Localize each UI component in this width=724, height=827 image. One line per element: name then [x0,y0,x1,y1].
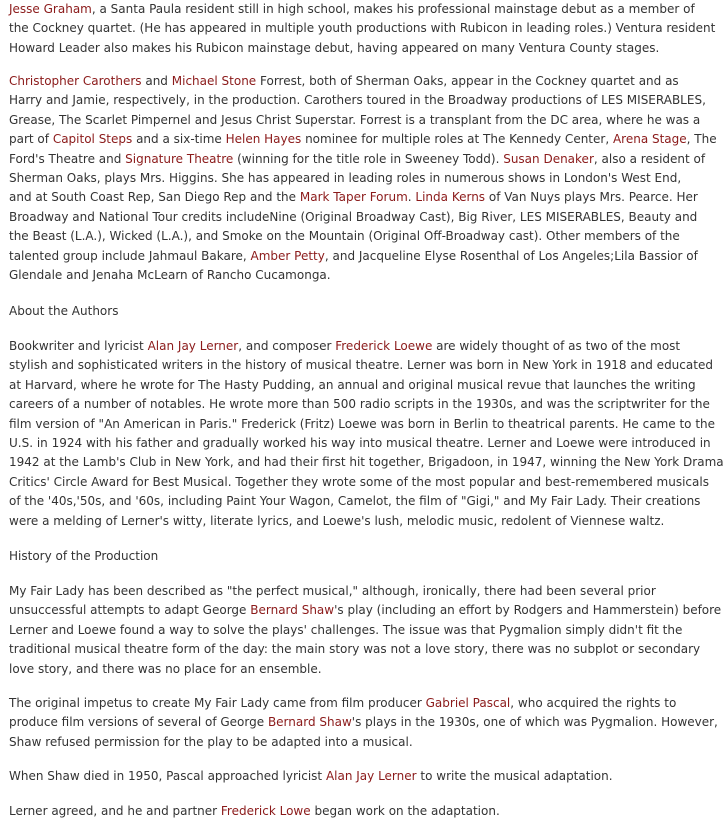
link-susan-denaker[interactable]: Susan Denaker [503,151,594,166]
link-jesse-graham[interactable]: Jesse Graham [9,2,92,16]
paragraph-cast-1 [9,0,716,58]
text-line [9,39,691,58]
link-capitol-steps[interactable]: Capitol Steps [52,132,133,147]
text-segment: (winning for the title role in Sweeney Todd). [233,151,504,166]
text-segment: and [141,74,172,88]
text-segment: Sherman Oaks, plays Mrs. Higgins. She has appeared in leading roles in numerous shows in London's West End, [9,170,682,185]
text-segment: Broadway and National Tour credits includeNine (Original Broadway Cast), Big River, LES MISERABLES, Beauty and [9,209,698,224]
text-segment: Harry and Jamie, respectively, in the production. Carothers toured in the Broadway productions of LES MISERABLES, [9,93,706,108]
text-line [9,227,691,246]
text-segment: careers of a number of notables. He wrote more than 500 radio scripts in the 1930s, and was the scriptwriter for the [9,397,710,412]
text-segment: talented group include Jahmaul Bakare, [9,248,251,263]
text-line [9,150,706,169]
link-amber-petty[interactable]: Amber Petty [250,248,325,263]
heading-history-production [9,547,691,566]
text-line [9,492,701,511]
text-line [9,356,713,375]
text-line [9,767,691,786]
text-line [9,640,701,659]
link-alan-jay-lerner[interactable]: Alan Jay Lerner [147,339,239,353]
text-segment: of the '40s,'50s, and '60s, including Paint Your Wagon, Camelot, the film of "Gigi," and My Fair Lady. Their creations [9,494,701,509]
link-christopher-carothers[interactable]: Christopher Carothers [9,74,142,88]
text-segment: When Shaw died in 1950, Pascal approached lyricist [9,769,326,783]
text-segment: and a six-time [132,132,226,147]
text-line [9,111,701,130]
text-segment: Grease, The Scarlet Pimpernel and Jesus Christ Superstar. Forrest is a transplant from the DC area, where he was a [9,112,701,127]
text-segment: The original impetus to create My Fair Lady came from film producer [9,696,426,710]
text-segment: to write the musical adaptation. [416,769,613,783]
text-segment: the Beast (L.A.), Wicked (L.A.), and Smoke on the Mountain (Original Off-Broadway cast). Other members of the [9,229,680,244]
text-segment: Lerner agreed, and he and partner [9,804,221,818]
text-segment: Glendale and Jenaha McLearn of Rancho Cucamonga. [9,267,331,282]
text-line [9,713,718,732]
text-segment: Ford's Theatre and [9,151,126,166]
text-line [9,0,695,19]
text-segment: Shaw refused permission for the play to be adapted into a musical. [9,734,413,749]
text-line [9,621,691,640]
text-segment: began work on the adaptation. [310,804,500,818]
text-segment: Bookwriter and lyricist [9,339,148,353]
text-line [9,660,691,679]
link-mark-taper-forum[interactable]: Mark Taper Forum [299,190,408,205]
link-linda-kerns[interactable]: Linda Kerns [415,190,486,205]
heading-history-production-text: History of the Production [9,549,159,563]
text-segment: produce film versions of several of George [9,715,268,730]
text-segment: stylish and sophisticated writers in the history of musical theatre. Lerner was born in New York in 1918 and educated [9,358,713,373]
paragraph-history-4 [9,802,691,821]
text-segment: 1942 at the Lamb's Club in New York, and had their first hit together, Brigadoon, in 1947, winning the New York Drama [9,455,724,470]
text-segment: of Van Nuys plays Mrs. Pearce. Her [485,190,698,205]
text-segment: U.S. in 1924 with his father and gradually worked his way into musical theatre. Lerner and Loewe were introduced in [9,435,711,450]
text-line [9,188,698,207]
paragraph-history-2 [9,694,718,752]
link-frederick-loewe[interactable]: Frederick Loewe [335,339,433,353]
text-segment: and at South Coast Rep, San Diego Rep and the [9,190,300,205]
text-segment: 's play (including an effort by Rodgers and Hammerstein) before [334,603,722,618]
text-line [9,434,711,453]
text-segment: at Harvard, where he wrote for The Hasty Pudding, an annual and original musical revue that launches the writing [9,377,696,392]
text-line [9,473,709,492]
text-line [9,415,716,434]
text-segment: nominee for multiple roles at The Kennedy Center, [301,132,613,147]
link-gabriel-pascal[interactable]: Gabriel Pascal [425,696,511,710]
link-bernard-shaw[interactable]: Bernard Shaw [250,603,335,618]
text-segment: , who acquired the rights to [510,696,677,710]
paragraph-cast-2 [9,72,717,285]
text-segment: 's plays in the 1930s, one of which was Pygmalion. However, [351,715,718,730]
text-segment: part of [9,132,53,147]
text-segment: , a Santa Paula resident still in high school, makes his professional mainstage debut as a member of [91,2,695,16]
text-line [9,733,691,752]
text-line [9,130,717,149]
text-segment: , and Jacqueline Elyse Rosenthal of Los Angeles;Lila Bassior of [324,248,698,263]
text-segment: are widely thought of as two of the most [432,339,681,353]
link-frederick-lowe[interactable]: Frederick Lowe [220,804,311,818]
text-segment: , and composer [238,339,336,353]
text-segment: the Cockney quartet. (He has appeared in multiple youth productions with Rubicon in leading roles.) Ventura resident [9,21,716,36]
paragraph-authors [9,337,724,531]
text-segment: Critics' Circle Award for Best Musical. Together they wrote some of the most popular and best-remembered musicals [9,474,709,489]
text-line [9,19,716,38]
text-line [9,601,722,620]
paragraph-history-3 [9,767,691,786]
text-segment: film version of "An American in Paris." Frederick (Fritz) Loewe was born in Berlin to theatrical parents. He came to the [9,416,716,431]
paragraph-history-1 [9,582,722,679]
text-line [9,582,691,601]
link-signature-theatre[interactable]: Signature Theatre [125,151,234,166]
text-segment: , also a resident of [593,151,706,166]
text-line [9,802,691,821]
text-line [9,91,706,110]
text-segment: love story, and there was no place for an ensemble. [9,661,322,676]
text-line [9,376,696,395]
link-michael-stone[interactable]: Michael Stone [171,74,257,88]
text-segment: unsuccessful attempts to adapt George [9,603,251,618]
text-line [9,512,691,531]
link-arena-stage[interactable]: Arena Stage [612,132,687,147]
link-alan-jay-lerner[interactable]: Alan Jay Lerner [325,769,417,783]
text-segment: Forrest, both of Sherman Oaks, appear in the Cockney quartet and as [256,74,679,88]
heading-about-authors-text: About the Authors [9,304,119,318]
text-line [9,395,710,414]
text-segment: . [407,190,416,205]
text-line [9,337,691,356]
heading-about-authors [9,302,691,321]
text-line [9,266,691,285]
text-line [9,694,691,713]
text-segment: , The [686,132,717,147]
text-line [9,169,691,188]
link-bernard-shaw[interactable]: Bernard Shaw [267,715,352,730]
link-helen-hayes[interactable]: Helen Hayes [225,132,302,147]
text-segment: were a melding of Lerner's witty, literate lyrics, and Loewe's lush, melodic music, redolent of Viennese waltz. [9,513,665,528]
text-line [9,247,698,266]
text-segment: My Fair Lady has been described as "the perfect musical," although, ironically, there had been several prior [9,584,656,598]
text-segment: traditional musical theatre form of the day: the main story was not a love story, there was no subplot or secondary [9,642,701,657]
text-segment: Howard Leader also makes his Rubicon mainstage debut, having appeared on many Ventura County stages. [9,40,660,55]
text-segment: Lerner and Loewe found a way to solve the plays' challenges. The issue was that Pygmalion simply didn't fit the [9,622,683,637]
text-line [9,208,698,227]
text-line [9,72,691,91]
text-line [9,453,724,472]
